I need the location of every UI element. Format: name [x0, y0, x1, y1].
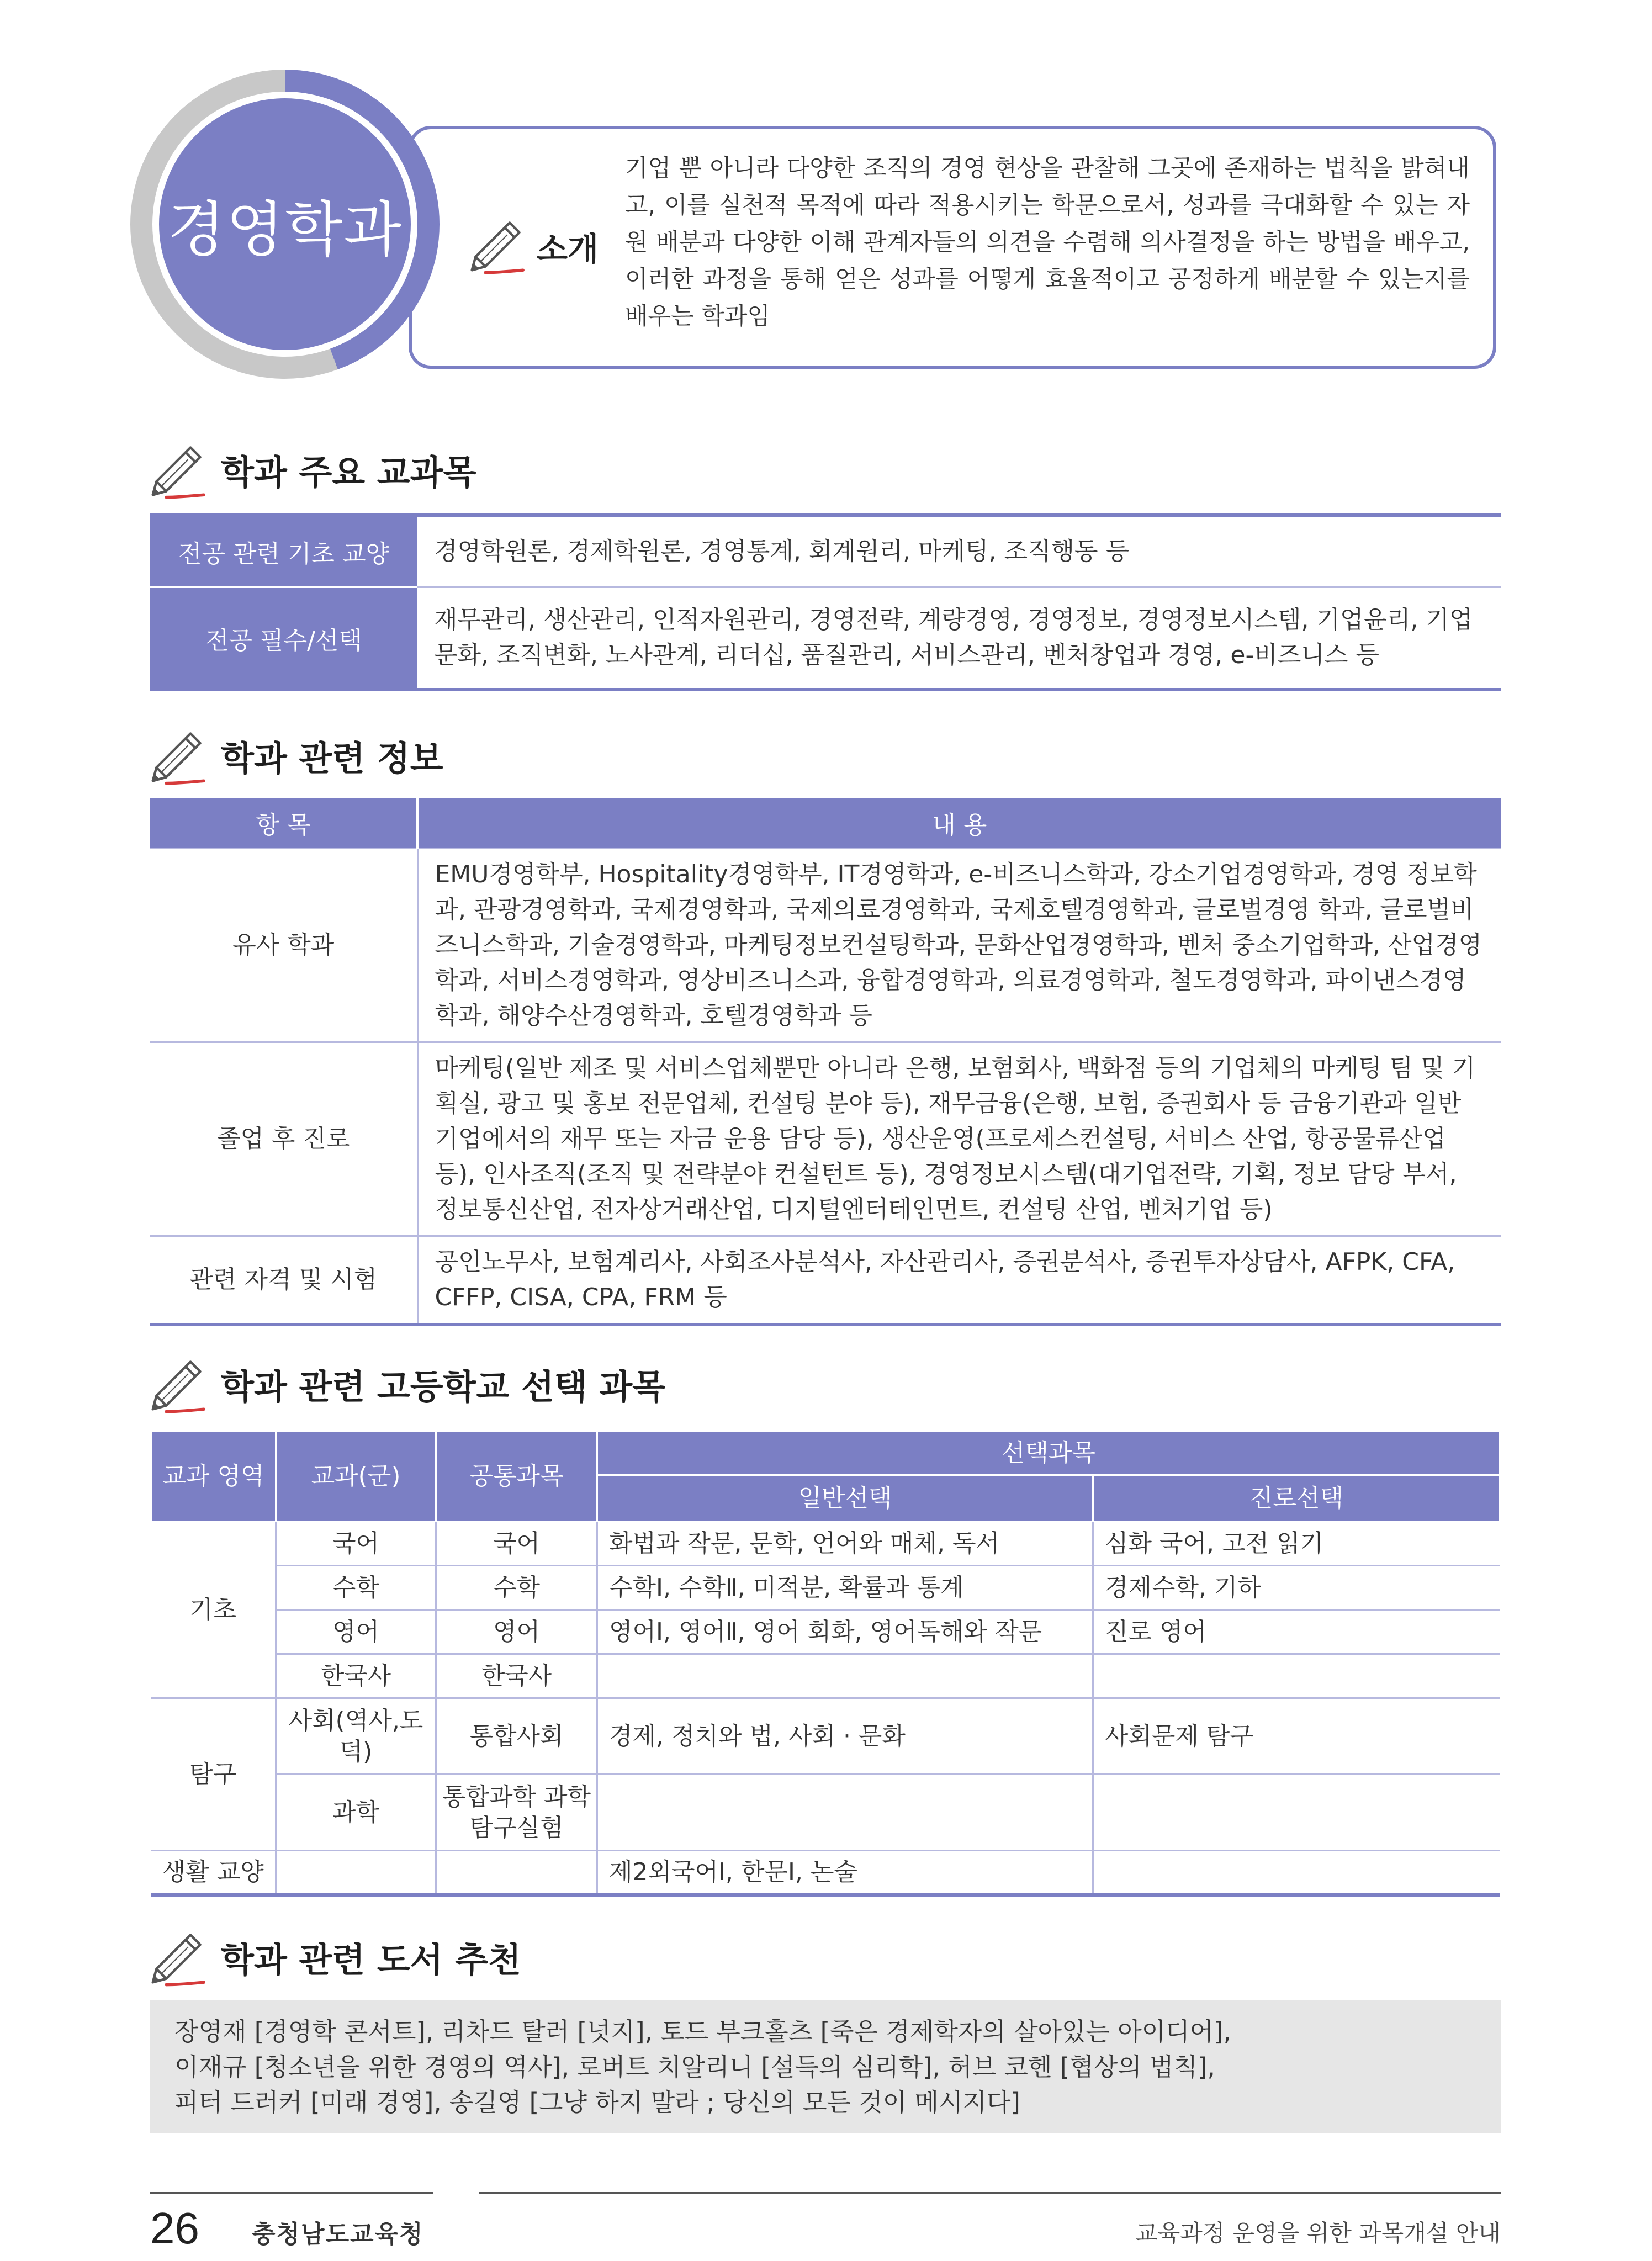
- group-cell: 과학: [276, 1775, 436, 1851]
- career-cell: 심화 국어, 고전 읽기: [1093, 1522, 1500, 1566]
- header-elective: 선택과목: [597, 1431, 1500, 1475]
- career-cell: 경제수학, 기하: [1093, 1566, 1500, 1610]
- career-cell: 사회문제 탐구: [1093, 1698, 1500, 1775]
- table-row: [150, 587, 1501, 690]
- row-value: 공인노무사, 보험계리사, 사회조사분석사, 자산관리사, 증권분석사, 증권투자상담사, AFPK, CFA, CFFP, CISA, CPA, FRM 등: [417, 1236, 1501, 1325]
- general-cell: 제2외국어Ⅰ, 한문Ⅰ, 논술: [597, 1851, 1093, 1895]
- table-row: [151, 1654, 1500, 1698]
- pencil-icon: [148, 725, 209, 786]
- column-header-content: 내 용: [417, 798, 1501, 848]
- header-common: 공통과목: [436, 1431, 597, 1522]
- career-cell: 진로 영어: [1093, 1610, 1500, 1654]
- row-label: 관련 자격 및 시험: [150, 1236, 417, 1325]
- general-cell: 영어Ⅰ, 영어Ⅱ, 영어 회화, 영어독해와 작문: [597, 1610, 1093, 1654]
- area-cell: 기초: [151, 1522, 276, 1698]
- group-cell: 국어: [276, 1522, 436, 1566]
- common-cell: 영어: [436, 1610, 597, 1654]
- section-heading-books: [148, 1929, 521, 1984]
- general-cell: 화법과 작문, 문학, 언어와 매체, 독서: [597, 1522, 1093, 1566]
- general-cell: [597, 1654, 1093, 1698]
- hs-subjects-table: [150, 1430, 1501, 1897]
- section-heading-hs-subjects: [148, 1356, 665, 1411]
- common-cell: 수학: [436, 1566, 597, 1610]
- table-row: [150, 1042, 1501, 1236]
- pencil-icon: [148, 439, 209, 500]
- table-row: [151, 1698, 1500, 1775]
- career-cell: [1093, 1654, 1500, 1698]
- row-label: 전공 필수/선택: [150, 587, 417, 690]
- section-title: 학과 관련 정보: [221, 738, 443, 779]
- publisher: 충청남도교육청: [252, 2220, 424, 2248]
- guide-title: 교육과정 운영을 위한 과목개설 안내: [1135, 2220, 1501, 2247]
- main-subjects-table: [150, 513, 1501, 691]
- table-header-row: [150, 798, 1501, 848]
- row-value: 경영학원론, 경제학원론, 경영통계, 회계원리, 마케팅, 조직행동 등: [417, 515, 1501, 587]
- common-cell: [436, 1851, 597, 1895]
- group-cell: [276, 1851, 436, 1895]
- common-cell: 통합과학 과학탐구실험: [436, 1775, 597, 1851]
- row-value: EMU경영학부, Hospitality경영학부, IT경영학과, e-비즈니스학과, 강소기업경영학과, 경영 정보학과, 관광경영학과, 국제경영학과, 국제의료경영학과, 국제호텔경영학과, 글로벌경영 학과, 글로벌비즈니스학과, 기술경영학과, 마케팅정보컨설팅학과, 문화산업경영학과, 벤처 중소기업학과, 산업경영학과, 서비스경영학과, 영상비즈니스과, 융합경영학과, 의료경영학과, 철도경영학과, 파이낸스경영학과, 해양수산경영학과, 호텔경영학과 등: [417, 848, 1501, 1042]
- career-cell: [1093, 1851, 1500, 1895]
- section-title: 학과 관련 도서 추천: [221, 1939, 521, 1980]
- intro-text: 기업 뿐 아니라 다양한 조직의 경영 현상을 관찰해 그곳에 존재하는 법칙을 밝혀내고, 이를 실천적 목적에 따라 적용시키는 학문으로서, 성과를 극대화할 수 있는 자원 배분과 다양한 이해 관계자들의 의견을 수렴해 의사결정을 하는 방법을 배우고, 이러한 과정을 통해 얻은 성과를 어떻게 효율적이고 공정하게 배분할 수 있는지를 배우는 학과임: [625, 155, 1470, 330]
- table-header-row: [151, 1431, 1500, 1475]
- general-cell: [597, 1775, 1093, 1851]
- row-label: 전공 관련 기초 교양: [150, 515, 417, 587]
- column-header-item: 항 목: [150, 798, 417, 848]
- intro-label: 소개: [537, 230, 599, 268]
- section-title: 학과 주요 교과목: [221, 452, 476, 493]
- group-cell: 사회(역사,도덕): [276, 1698, 436, 1775]
- header-group: 교과(군): [276, 1431, 436, 1522]
- row-value: 마케팅(일반 제조 및 서비스업체뿐만 아니라 은행, 보험회사, 백화점 등의 기업체의 마케팅 팀 및 기획실, 광고 및 홍보 전문업체, 컨설팅 분야 등), 재무금융(은행, 보험, 증권회사 등 금융기관과 일반기업에서의 재무 또는 자금 운용 담당 등), 생산운영(프로세스컨설팅, 서비스 산업, 항공물류산업 등), 인사조직(조직 및 전략분야 컨설턴트 등), 경영정보시스템(대기업전략, 기획, 정보 담당 부서, 정보통신산업, 전자상거래산업, 디지털엔터테인먼트, 컨설팅 산업, 벤처기업 등): [417, 1042, 1501, 1236]
- section-title: 학과 관련 고등학교 선택 과목: [221, 1366, 666, 1407]
- table-row: [151, 1851, 1500, 1895]
- area-cell: 생활 교양: [151, 1851, 276, 1895]
- area-cell: 탐구: [151, 1698, 276, 1851]
- header-area: 교과 영역: [151, 1431, 276, 1522]
- book-line: 장영재 [경영학 콘서트], 리차드 탈러 [넛지], 토드 부크홀츠 [죽은 경제학자의 살아있는 아이디어],: [174, 2017, 1231, 2046]
- row-label: 유사 학과: [150, 848, 417, 1042]
- table-row: [151, 1566, 1500, 1610]
- pencil-icon: [148, 1926, 209, 1987]
- pencil-icon: [148, 1353, 209, 1414]
- common-cell: 국어: [436, 1522, 597, 1566]
- footer-rule: [150, 2192, 433, 2194]
- book-recommendations: [150, 2000, 1501, 2133]
- table-row: [150, 1236, 1501, 1325]
- footer-rule: [479, 2192, 1501, 2194]
- table-row: [151, 1610, 1500, 1654]
- general-cell: 수학Ⅰ, 수학Ⅱ, 미적분, 확률과 통계: [597, 1566, 1093, 1610]
- section-heading-main-subjects: [148, 442, 476, 497]
- table-row: [150, 515, 1501, 587]
- department-title: 경영학과: [167, 195, 403, 264]
- group-cell: 수학: [276, 1566, 436, 1610]
- row-value: 재무관리, 생산관리, 인적자원관리, 경영전략, 계량경영, 경영정보, 경영정보시스템, 기업윤리, 기업문화, 조직변화, 노사관계, 리더십, 품질관리, 서비스관리, 벤처창업과 경영, e-비즈니스 등: [434, 606, 1473, 670]
- page-number: 26: [150, 2204, 199, 2253]
- general-cell: 경제, 정치와 법, 사회 · 문화: [597, 1698, 1093, 1775]
- common-cell: 통합사회: [436, 1698, 597, 1775]
- pencil-icon: [467, 214, 528, 275]
- table-row: [151, 1775, 1500, 1851]
- row-label: 졸업 후 진로: [150, 1042, 417, 1236]
- table-row: [150, 848, 1501, 1042]
- section-heading-dept-info: [148, 728, 443, 783]
- group-cell: 한국사: [276, 1654, 436, 1698]
- table-row: [151, 1522, 1500, 1566]
- header-career: 진로선택: [1093, 1475, 1500, 1522]
- common-cell: 한국사: [436, 1654, 597, 1698]
- book-line: 이재규 [청소년을 위한 경영의 역사], 로버트 치알리니 [설득의 심리학], 허브 코헨 [협상의 법칙],: [174, 2052, 1215, 2082]
- title-badge: [159, 98, 411, 350]
- header-general: 일반선택: [597, 1475, 1093, 1522]
- dept-info-table: [150, 798, 1501, 1326]
- group-cell: 영어: [276, 1610, 436, 1654]
- career-cell: [1093, 1775, 1500, 1851]
- book-line: 피터 드러커 [미래 경영], 송길영 [그냥 하지 말라 ; 당신의 모든 것이 메시지다]: [174, 2088, 1020, 2117]
